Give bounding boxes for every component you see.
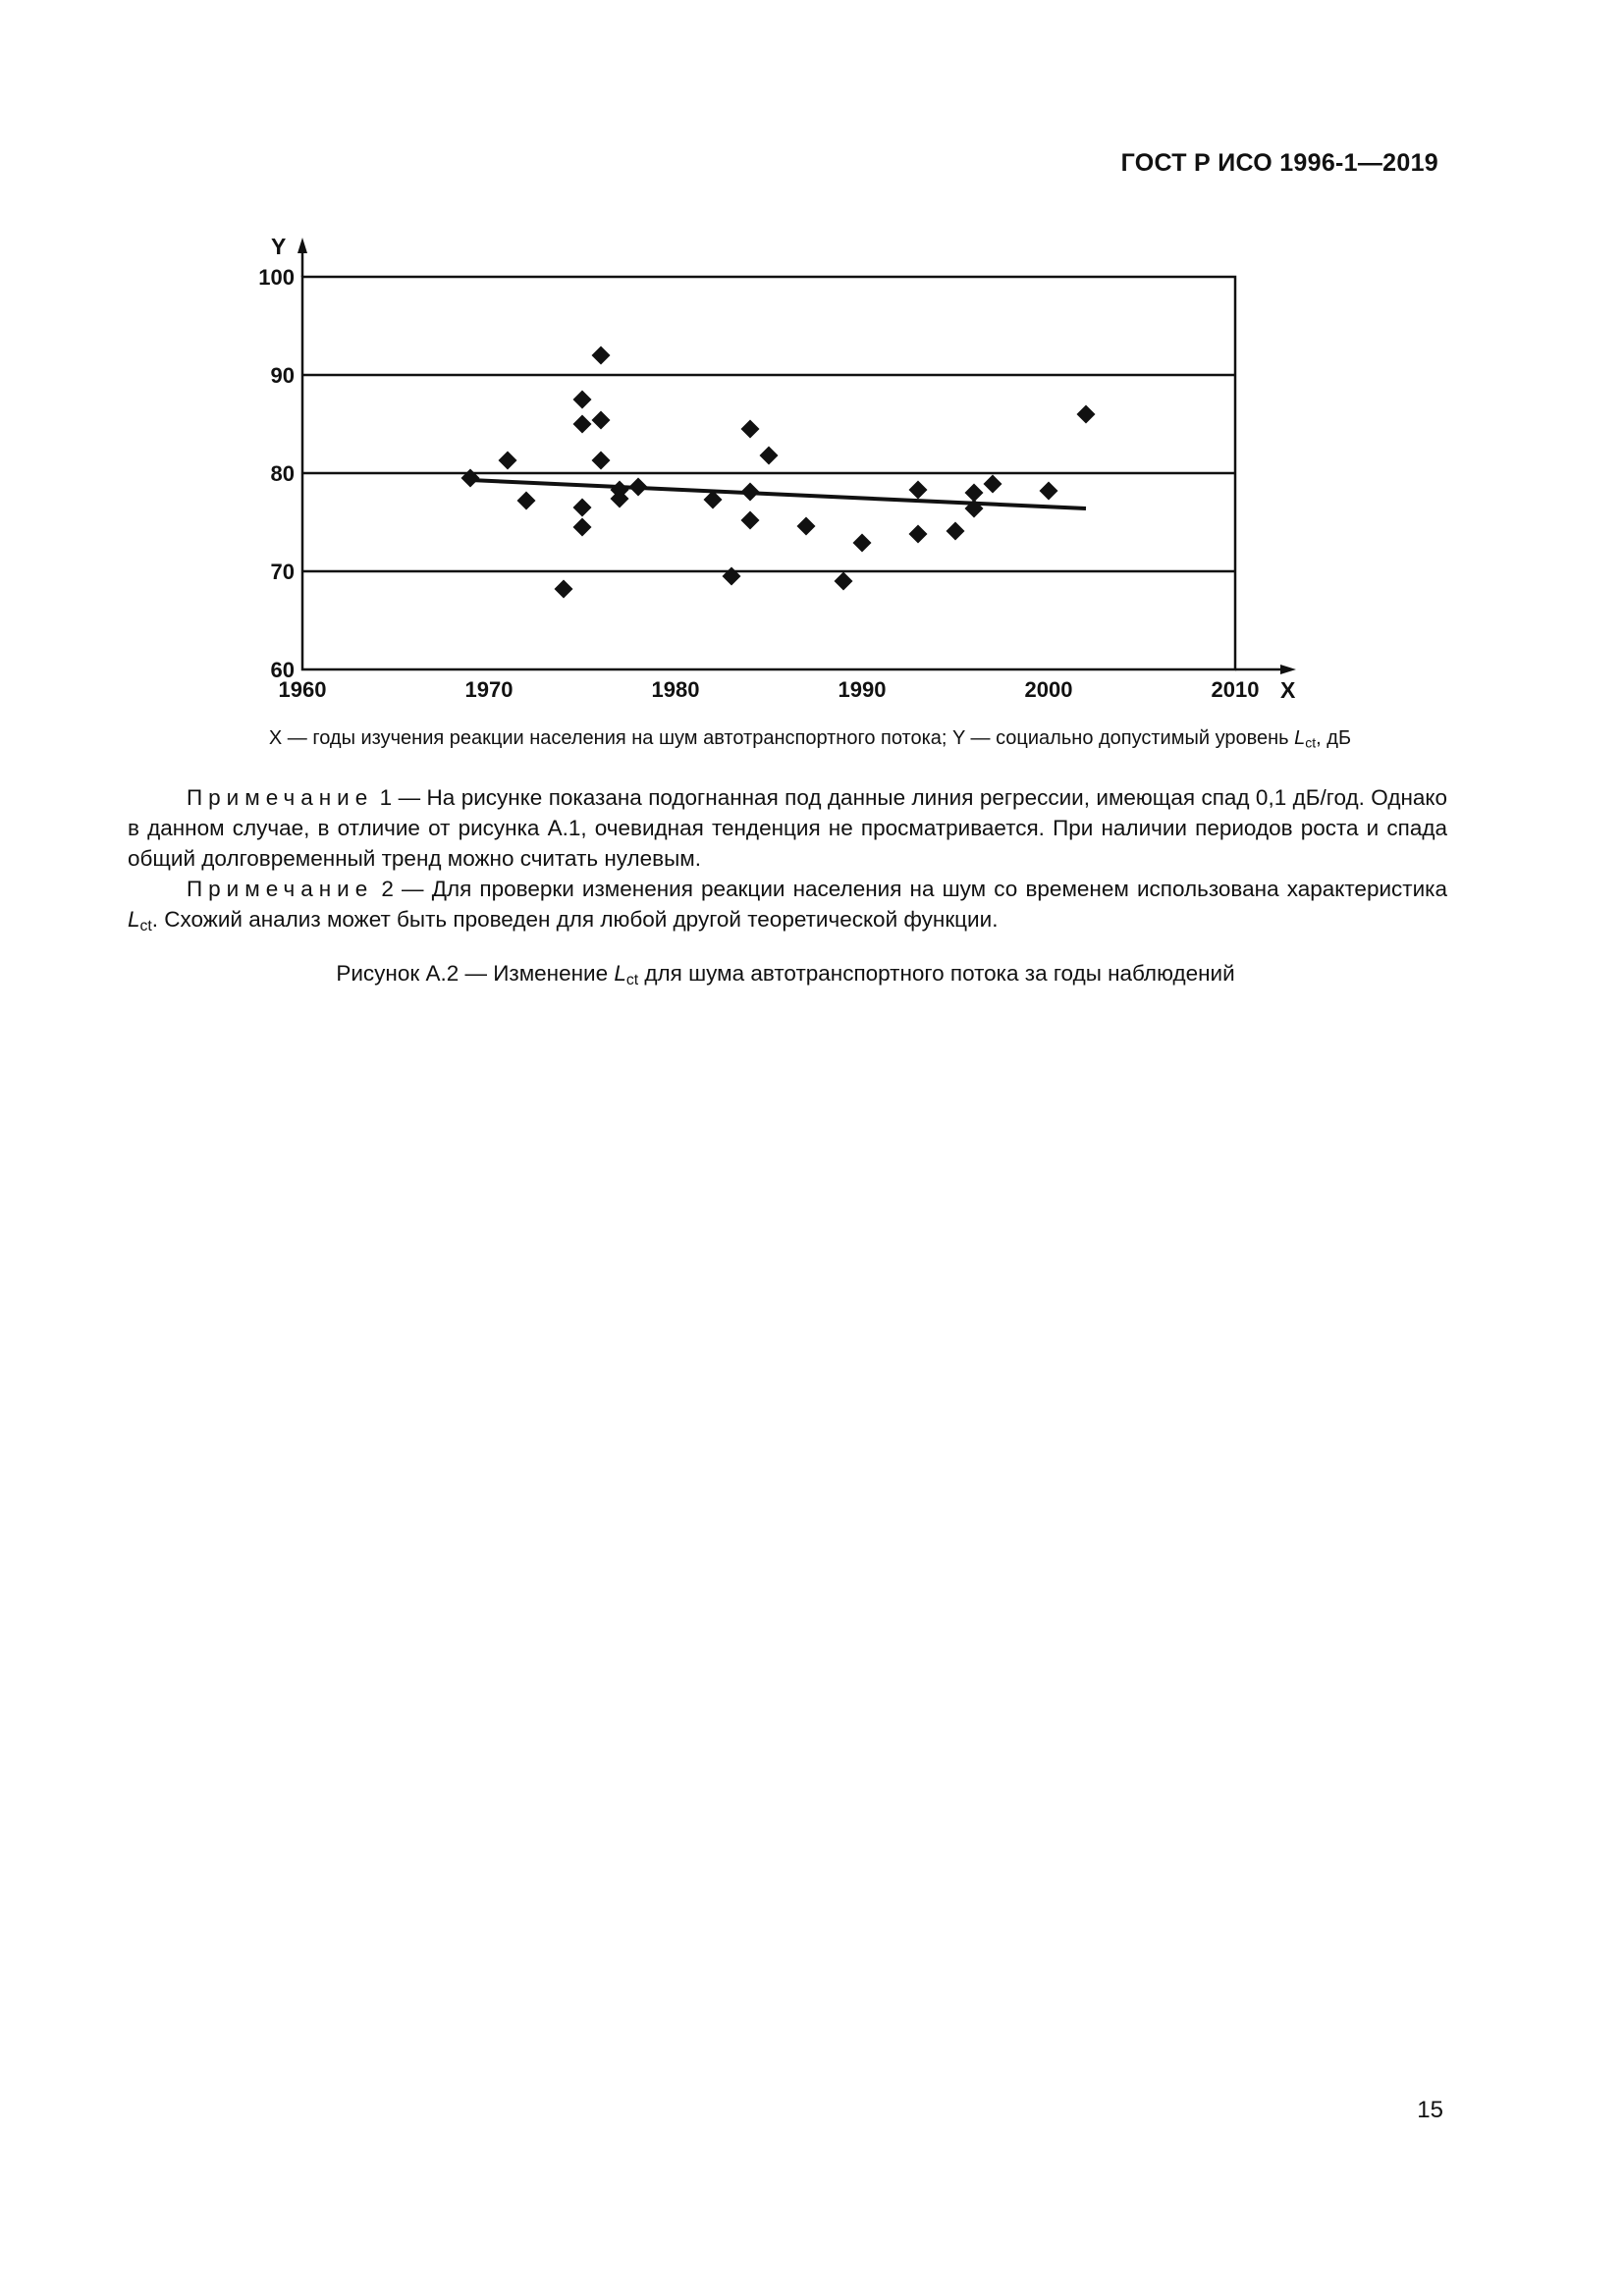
y-tick-label-2: 80 <box>270 461 295 486</box>
x-tick-label-4: 2000 <box>1024 677 1073 702</box>
data-point-19 <box>760 447 779 465</box>
x-tick-label-2: 1980 <box>651 677 700 702</box>
note-2-lct-subscript: ct <box>139 917 152 934</box>
note-2-label: Примечание <box>187 877 374 901</box>
data-point-3 <box>555 580 573 599</box>
unit-text: , дБ <box>1316 727 1352 749</box>
data-point-1 <box>499 452 517 470</box>
data-point-10 <box>592 452 611 470</box>
data-point-6 <box>573 499 592 517</box>
data-point-22 <box>853 534 872 553</box>
data-point-21 <box>835 572 853 591</box>
note-2-text-b: . Схожий анализ может быть проведен для любой другой теоретической функции. <box>151 907 999 932</box>
data-point-13 <box>629 478 648 497</box>
data-point-24 <box>909 525 928 544</box>
data-point-29 <box>1040 482 1058 501</box>
note-2-text-a: 2 — Для проверки изменения реакции населения на шум со временем использована характеристика <box>373 877 1447 901</box>
axis-caption-text: X — годы изучения реакции населения на шум автотранспортного потока; Y — социально допустимый уровень <box>268 727 1295 749</box>
data-point-4 <box>573 391 592 409</box>
y-axis-arrow <box>298 238 307 253</box>
data-point-23 <box>909 481 928 500</box>
x-tick-label-3: 1990 <box>838 677 887 702</box>
data-point-20 <box>797 517 816 536</box>
x-axis-arrow <box>1280 665 1296 674</box>
page-number: 15 <box>1417 2097 1443 2123</box>
figure-title <box>128 961 1443 989</box>
scatter-chart <box>236 221 1345 721</box>
x-tick-label-1: 1970 <box>464 677 514 702</box>
data-point-15 <box>723 567 741 586</box>
note-1 <box>128 782 1447 874</box>
data-point-28 <box>984 475 1002 494</box>
x-axis-label: X <box>1280 677 1296 703</box>
x-tick-label-5: 2010 <box>1211 677 1260 702</box>
figure-title-suffix: для шума автотранспортного потока за годы наблюдений <box>638 961 1235 986</box>
y-tick-label-3: 90 <box>270 363 295 388</box>
y-axis-label: Y <box>271 234 287 259</box>
note-1-text: 1 — На рисунке показана подогнанная под данные линия регрессии, имеющая спад 0,1 дБ/год. Однако в данном случае, в отличие от рисунка А.1, очевидная тенденция не просматривается. При наличии периодов роста и спада общий долговременный тренд можно считать нулевым. <box>128 785 1447 871</box>
y-tick-label-0: 60 <box>270 658 295 682</box>
note-2 <box>128 874 1447 941</box>
axis-caption <box>172 727 1448 751</box>
figure-title-lct: L <box>614 961 626 986</box>
lct-subscript: ct <box>1305 734 1317 751</box>
note-1-label: Примечание <box>187 785 374 810</box>
data-point-18 <box>741 511 760 530</box>
figure-title-prefix: Рисунок А.2 — Изменение <box>336 961 615 986</box>
note-2-lct-symbol: L <box>128 907 140 932</box>
lct-symbol: L <box>1294 727 1306 749</box>
data-point-5 <box>573 415 592 434</box>
y-tick-label-1: 70 <box>270 560 295 584</box>
data-point-9 <box>592 411 611 430</box>
data-point-25 <box>947 522 965 541</box>
data-point-17 <box>741 483 760 502</box>
data-point-2 <box>517 492 536 510</box>
figure-title-lct-sub: ct <box>625 971 639 988</box>
document-code: ГОСТ Р ИСО 1996-1—2019 <box>1120 149 1438 177</box>
data-point-7 <box>573 518 592 537</box>
data-point-30 <box>1077 405 1096 424</box>
data-point-0 <box>461 469 480 488</box>
y-tick-label-4: 100 <box>258 265 295 290</box>
data-point-16 <box>741 420 760 439</box>
data-point-8 <box>592 347 611 365</box>
x-tick-label-0: 1960 <box>278 677 327 702</box>
